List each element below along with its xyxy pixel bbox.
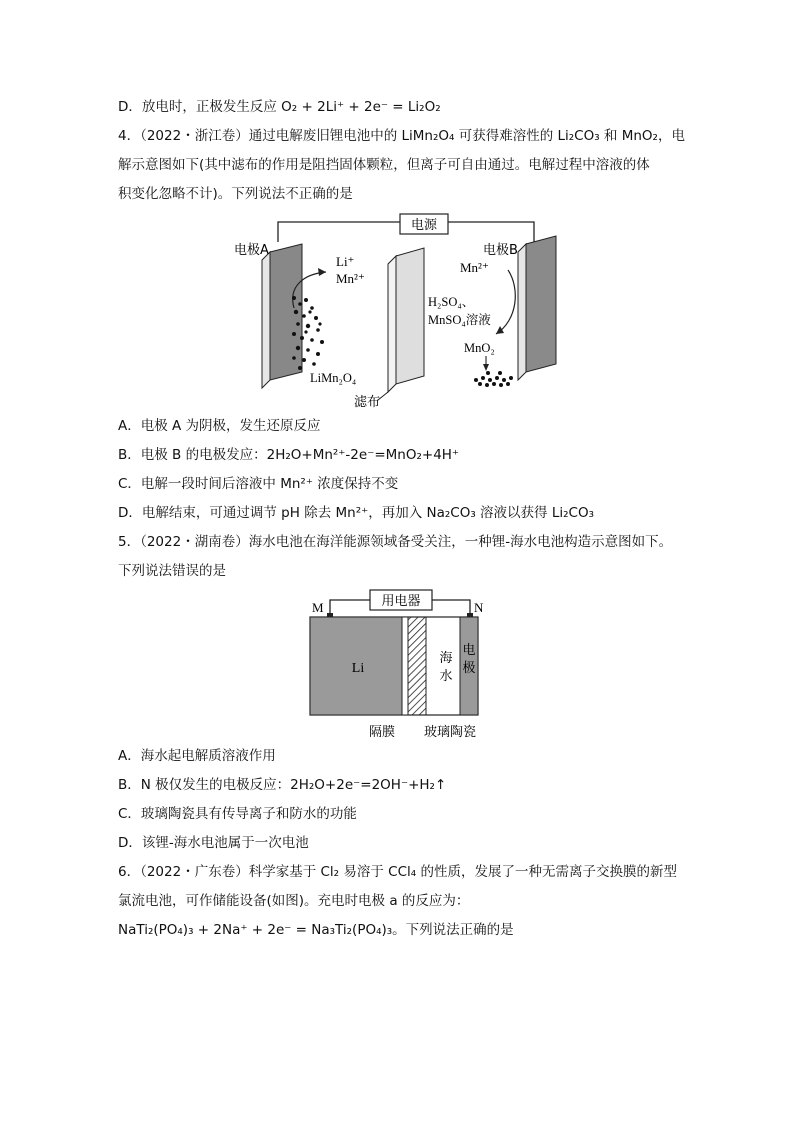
seawater-label-1: 海 (439, 651, 453, 666)
li-ion-label: Li⁺ (336, 254, 355, 269)
q4-option-a: A．电极 A 为阴极，发生还原反应 (118, 418, 321, 434)
power-label: 电源 (410, 218, 438, 233)
electrode-label-2: 极 (462, 661, 476, 676)
q4-option-b: B．电极 B 的电极发应：2H₂O+Mn²⁺-2e⁻=MnO₂+4H⁺ (118, 447, 460, 463)
question-5-stem-1: 5．（2022・湖南卷）海水电池在海洋能源领域备受关注，一种锂-海水电池构造示意图如下。 (118, 534, 673, 550)
q4-option-c: C．电解一段时间后溶液中 Mn²⁺ 浓度保持不变 (118, 476, 399, 492)
question-6-stem-2: 氯流电池，可作储能设备(如图)。充电时电极 a 的反应为： (118, 893, 470, 909)
li-label: Li (351, 661, 365, 676)
n-terminal-label: N (474, 600, 484, 615)
q5-option-d: D．该锂-海水电池属于一次电池 (118, 835, 309, 851)
option-d-prev: D．放电时，正极发生反应 O₂ + 2Li⁺ + 2e⁻ = Li₂O₂ (118, 99, 441, 115)
question-6-stem-1: 6．（2022・广东卷）科学家基于 Cl₂ 易溶于 CCl₄ 的性质，发展了一种无需离子交换膜的新型 (118, 864, 677, 880)
q4-option-d: D．电解结束，可通过调节 pH 除去 Mn²⁺，再加入 Na₂CO₃ 溶液以获得 Li₂CO₃ (118, 505, 594, 521)
q5-option-a: A．海水起电解质溶液作用 (118, 748, 276, 764)
mn-ion-right-label: Mn²⁺ (460, 260, 489, 275)
electrode-b-label: 电极B (483, 243, 518, 258)
question-4-stem-2: 解示意图如下(其中滤布的作用是阻挡固体颗粒，但离子可自由通过。电解过程中溶液的体 (118, 157, 650, 173)
seawater-label-2: 水 (439, 669, 453, 684)
device-label: 用电器 (381, 594, 421, 609)
question-6-stem-3: NaTi₂(PO₄)₃ + 2Na⁺ + 2e⁻ = Na₃Ti₂(PO₄)₃。下列说法正确的是 (118, 922, 514, 938)
filter-label: 滤布 (354, 395, 381, 408)
mn-ion-left-label: Mn²⁺ (336, 271, 365, 286)
electrode-a-label: 电极A (234, 243, 269, 258)
membrane-label: 隔膜 (368, 725, 396, 740)
electrolysis-diagram (228, 208, 568, 408)
solution-label-1: H₂SO₄、 (428, 295, 475, 309)
question-4-stem-3: 积变化忽略不计)。下列说法不正确的是 (118, 186, 353, 202)
question-5-stem-2: 下列说法错误的是 (118, 563, 226, 579)
q5-option-c: C．玻璃陶瓷具有传导离子和防水的功能 (118, 806, 357, 822)
solution-label-2: MnSO₄溶液 (428, 313, 491, 327)
question-4-stem-1: 4．（2022・浙江卷）通过电解废旧锂电池中的 LiMn₂O₄ 可获得难溶性的 Li₂CO₃ 和 MnO₂，电 (118, 128, 685, 144)
ceramic-label: 玻璃陶瓷 (423, 725, 477, 740)
battery-diagram (300, 586, 500, 746)
m-terminal-label: M (312, 600, 324, 615)
electrode-label-1: 电 (462, 643, 476, 658)
mno2-particles (474, 371, 513, 387)
limn2o4-label: LiMn₂O₄ (310, 371, 357, 385)
mno2-label: MnO₂ (464, 341, 495, 355)
q5-option-b: B．N 极仅发生的电极反应：2H₂O+2e⁻=2OH⁻+H₂↑ (118, 777, 447, 793)
